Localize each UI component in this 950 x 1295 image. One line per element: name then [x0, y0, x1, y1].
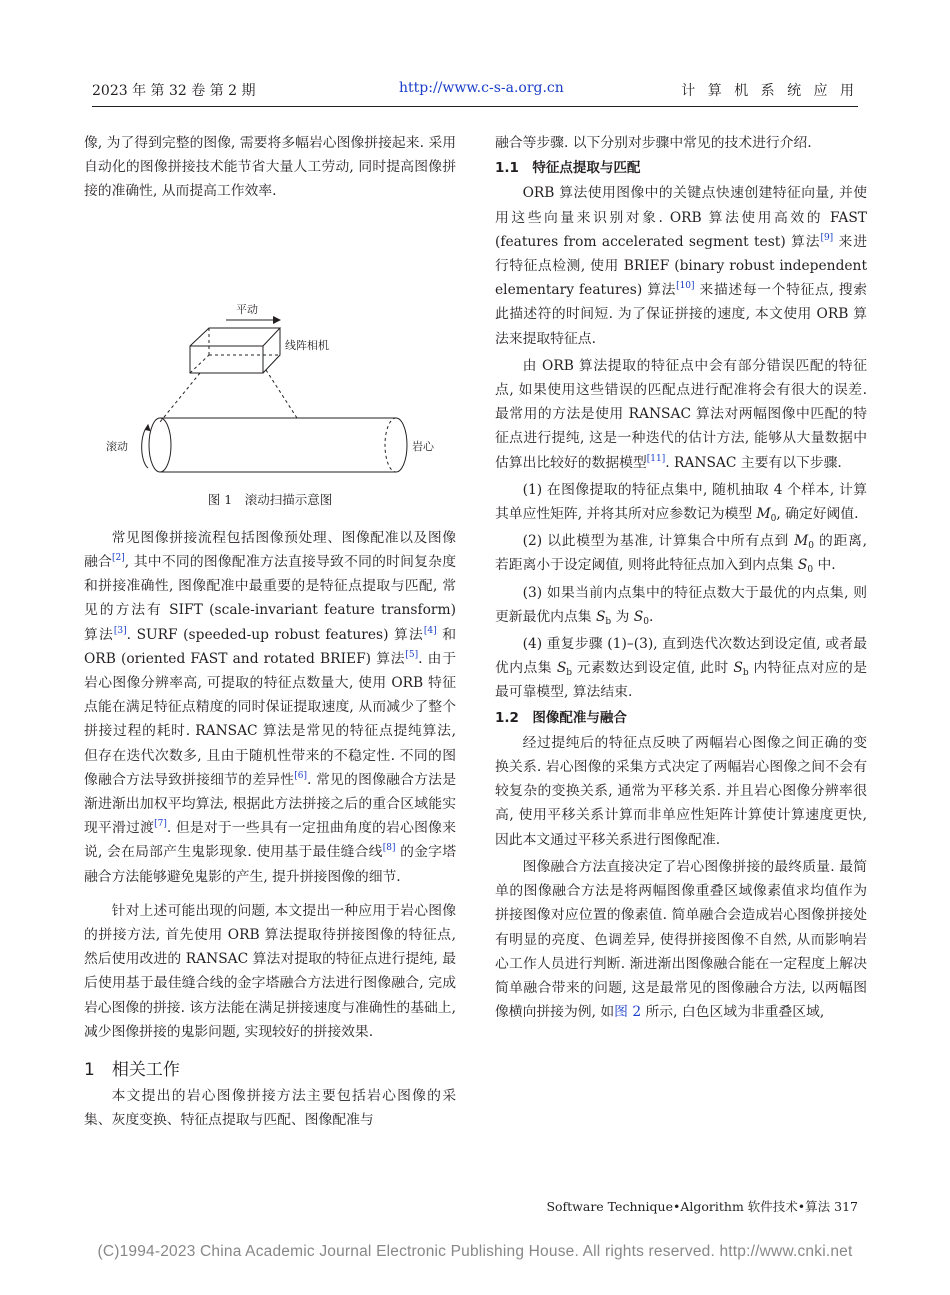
ransac-step-4: (4) 重复步骤 (1)–(3), 直到迭代次数达到设定值, 或者最优内点集 $S_b$ 元素数达到设定值, 此时 $S_b$ 内特征点对应的是最可靠模型, 算法结束. — [495, 636, 868, 701]
ref-8-link[interactable]: [8] — [382, 843, 396, 854]
section-1-1-heading: 1.1 特征点提取与匹配 — [495, 160, 641, 177]
ref-3-link[interactable]: [3] — [113, 625, 127, 636]
section-1-2-heading: 1.2 图像配准与融合 — [495, 709, 627, 726]
ref-4-link[interactable]: [4] — [423, 625, 437, 636]
right-paragraph-1: ORB 算法使用图像中的关键点快速创建特征向量, 并使用这些向量来识别对象. ORB 算法使用高效的 FAST (features from accelerated segment test) 算法[9] 来进行特征点检测, 使用 BRIEF (binary robust independent elementary features) 算法[10] 来描述每一个特征点, 搜索此描述符的时间短. 为了保证拼接的速度, 本文使用 ORB 算法来提取特征点. — [495, 185, 867, 347]
left-paragraph-3: 针对上述可能出现的问题, 本文提出一种应用于岩心图像的拼接方法, 首先使用 ORB 算法提取待拼接图像的特征点, 然后使用改进的 RANSAC 算法对提取的特征点进行提纯, 最后使用基于最佳缝合线的金字塔融合方法进行图像融合, 完成岩心图像的拼接. 该方法能在满足拼接速度与准确性的基础上, 减少图像拼接的鬼影问题, 实现较好的拼接效果. — [84, 902, 456, 1040]
line-camera-box — [190, 328, 280, 373]
journal-issue: 2023 年 第 32 卷 第 2 期 — [92, 83, 256, 99]
right-paragraph-2: 由 ORB 算法提取的特征点中会有部分错误匹配的特征点, 如果使用这些错误的匹配点进行配准将会有很大的误差. 最常用的方法是使用 RANSAC 算法对两幅图像中匹配的特征点进行提纯, 这是一种迭代的估计方法, 能够从大量数据中估算出比较好的数据模型[11]. RANSAC 主要有以下步骤. — [495, 357, 867, 471]
figure-1 — [84, 204, 456, 482]
figure-1-caption: 图 1 滚动扫描示意图 — [207, 491, 333, 507]
ref-7-link[interactable]: [7] — [154, 819, 167, 830]
ref-9-link[interactable]: [9] — [820, 232, 834, 243]
label-rock-core: 岩心 — [412, 439, 434, 453]
left-column — [84, 131, 456, 1133]
journal-url-link[interactable]: http://www.c-s-a.org.cn — [399, 80, 564, 96]
page-header — [92, 80, 858, 104]
right-paragraph-3: 经过提纯后的特征点反映了两幅岩心图像之间正确的变换关系. 岩心图像的采集方式决定了两幅岩心图像之间不会有较复杂的变换关系, 通常为平移关系. 并且岩心图像分辨率很高, 使用平移关系计算而非单应性矩阵计算使计算速度更快, 因此本文通过平移关系进行图像配准. — [495, 734, 867, 848]
ref-2-link[interactable]: [2] — [112, 553, 125, 564]
journal-name: 计 算 机 系 统 应 用 — [681, 83, 858, 99]
ref-6-link[interactable]: [6] — [294, 770, 308, 781]
label-line-camera: 线阵相机 — [285, 338, 329, 352]
left-paragraph-4: 本文提出的岩心图像拼接方法主要包括岩心图像的采集、灰度变换、特征点提取与匹配、图像配准与 — [84, 1088, 456, 1129]
ref-11-link[interactable]: [11] — [646, 453, 666, 464]
ransac-step-1: (1) 在图像提取的特征点集中, 随机抽取 4 个样本, 计算其单应性矩阵, 并将其所对应参数记为模型 $M_0$, 确定好阈值. — [495, 481, 867, 525]
left-paragraph-1: 像, 为了得到完整的图像, 需要将多幅岩心图像拼接起来. 采用自动化的图像拼接技术能节省大量人工劳动, 同时提高图像拼接的准确性, 从而提高工作效率. — [84, 135, 456, 200]
label-rolling: 滚动 — [106, 439, 128, 453]
figure-2-link[interactable]: 图 2 — [614, 1004, 642, 1021]
right-paragraph-0: 融合等步骤. 以下分别对步骤中常见的技术进行介绍. — [495, 135, 812, 151]
ref-5-link[interactable]: [5] — [405, 649, 419, 660]
scan-field-lines — [160, 370, 297, 422]
rolling-scan-diagram — [84, 204, 456, 482]
ransac-step-2: (2) 以此模型为基准, 计算集合中所有点到 $M_0$ 的距离, 若距离小于设定阈值, 则将此特征点加入到内点集 $S_0$ 中. — [495, 533, 867, 576]
ref-10-link[interactable]: [10] — [676, 281, 695, 292]
right-paragraph-4: 图像融合方法直接决定了岩心图像拼接的最终质量. 最简单的图像融合方法是将两幅图像重叠区域像素值求均值作为拼接图像对应位置的像素值. 简单融合会造成岩心图像拼接处有明显的亮度、色调差异, 使得拼接图像不自然, 从而影响岩心工作人员进行判断. 渐进渐出图像融合能在一定程度上解决简单融合带来的问题, 这是最常见的图像融合方法, 以两幅图像横向拼接为例, 如图 2 所示, 白色区域为非重叠区域, — [495, 858, 867, 1021]
ransac-step-3: (3) 如果当前内点集中的特征点数大于最优的内点集, 则更新最优内点集 $S_b$ 为 $S_0$. — [495, 584, 867, 627]
left-paragraph-2: 常见图像拼接流程包括图像预处理、图像配准以及图像融合[2], 其中不同的图像配准方法直接导致不同的时间复杂度和拼接准确性, 图像配准中最重要的是特征点提取与匹配, 常见的方法有 SIFT (scale-invariant feature transform) 算法[3]. SURF (speeded-up robust features) 算法[4] 和 ORB (oriented FAST and rotated BRIEF) 算法[5]. 由于岩心图像分辨率高, 可提取的特征点数量大, 使用 ORB 特征点能在满足特征点精度的同时保证提取速度, 从而减少了整个拼接过程的耗时. RANSAC 算法是常见的特征点提纯算法, 但存在迭代次数多, 且由于随机性带来的不稳定性. 不同的图像融合方法导致拼接细节的差异性[6]. 常见的图像融合方法是渐进渐出加权平均算法, 根据此方法拼接之后的重合区域能实现平滑过渡[7]. 但是对于一些具有一定扭曲角度的岩心图像来说, 会在局部产生鬼影现象. 使用基于最佳缝合线[8] 的金字塔融合方法能够避免鬼影的产生, 提升拼接图像的细节. — [84, 529, 456, 885]
rock-core-cylinder — [149, 418, 407, 472]
page-footer: Software Technique•Algorithm 软件技术•算法 317 — [546, 1199, 858, 1214]
copyright-notice: (C)1994-2023 China Academic Journal Electronic Publishing House. All rights reserved. http://www.cnki.net — [97, 1243, 853, 1260]
label-translation: 平动 — [236, 302, 258, 316]
right-column — [495, 131, 867, 1024]
header-rule — [92, 106, 858, 107]
section-1-heading: 1 相关工作 — [84, 1060, 180, 1081]
